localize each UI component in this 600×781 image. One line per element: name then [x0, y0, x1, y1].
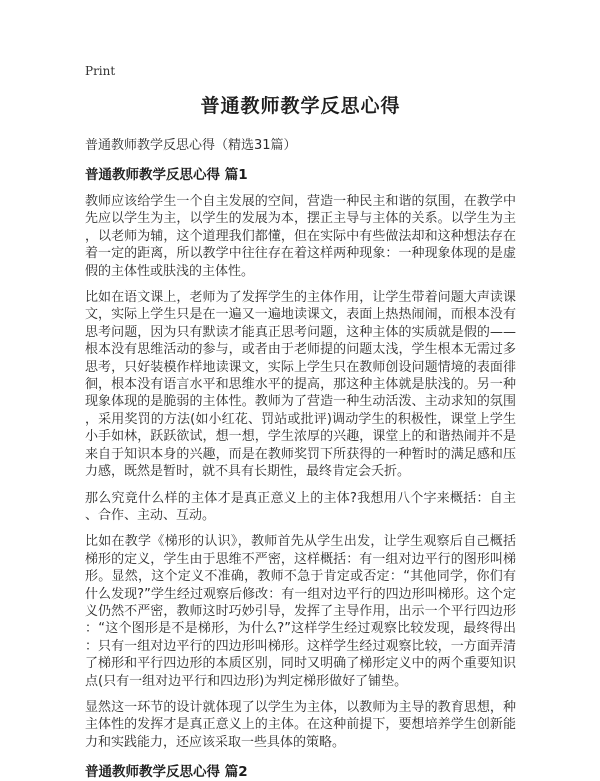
section-heading-2: 普通教师教学反思心得 篇2	[85, 764, 248, 781]
page-title: 普通教师教学反思心得	[200, 95, 401, 117]
paragraph-1: 教师应该给学生一个自主发展的空间，营造一种民主和谐的氛围，在教学中先应以学生为主，以学生的发展为本，摆正主导与主体的关系。以学生为主，以老师为辅，这个道理我们都懂，但在实际中有些做法却和这种想法存在着一定的距离，所以教学中往往存在着这样两种现象：一种现象体现的是虚假的主体性或肤浅的主体性。	[85, 194, 516, 279]
paragraph-5: 显然这一环节的设计就体现了以学生为主体，以教师为主导的教育思想，种主体性的发挥才是真正意义上的主体。在这种前提下，要想培养学生创新能力和实践能力，还应该采取一些具体的策略。	[85, 699, 516, 750]
print-link[interactable]: Print	[85, 64, 116, 78]
paragraph-4: 比如在教学《梯形的认识》，教师首先从学生出发，让学生观察后自己概括梯形的定义，学生由于思维不严密，这样概括：有一组对边平行的图形叫梯形。显然，这个定义不准确，教师不急于肯定或否定：“其他同学，你们有什么发现?”学生经过观察后修改：有一组对边平行的四边形叫梯形。这个定义仍然不严密，教师这时巧妙引导，发挥了主导作用，出示一个平行四边形：“这个图形是不是梯形，为什么?”这样学生经过观察比较发现，最终得出：只有一组对边平行的四边形叫梯形。这样学生经过观察比较，一方面弄清了梯形和平行四边形的本质区别，同时又明确了梯形定义中的两个重要知识点(只有一组对边平行和四边形)为判定梯形做好了铺垫。	[85, 534, 516, 689]
section-heading-1: 普通教师教学反思心得 篇1	[85, 167, 248, 183]
paragraph-3: 那么究竟什么样的主体才是真正意义上的主体?我想用八个字来概括：自主、合作、主动、互动。	[85, 490, 516, 523]
doc-subtitle: 普通教师教学反思心得（精选31篇）	[85, 138, 297, 153]
paragraph-2: 比如在语文课上，老师为了发挥学生的主体作用，让学生带着问题大声读课文，实际上学生只是在一遍又一遍地读课文，表面上热热闹闹，而根本没有思考问题，因为只有默读才能真正思考问题，这种主体的实质就是假的——根本没有思维活动的参与，或者由于老师提的问题太浅，学生根本无需过多思考，只好装模作样地读课文，实际上学生只在教师创设问题情境的表面徘徊，根本没有语言水平和思维水平的提高，那这种主体就是肤浅的。另一种现象体现的是脆弱的主体性。教师为了营造一种生动活泼、主动求知的氛围，采用奖罚的方法(如小红花、罚站或批评)调动学生的积极性，课堂上学生小手如林，跃跃欲试，想一想，学生浓厚的兴趣，课堂上的和谐热闹并不是来自于知识本身的兴趣，而是在教师奖罚下所获得的一种暂时的满足感和压力感，既然是暂时，就不具有长期性，最终肯定会夭折。	[85, 290, 516, 480]
